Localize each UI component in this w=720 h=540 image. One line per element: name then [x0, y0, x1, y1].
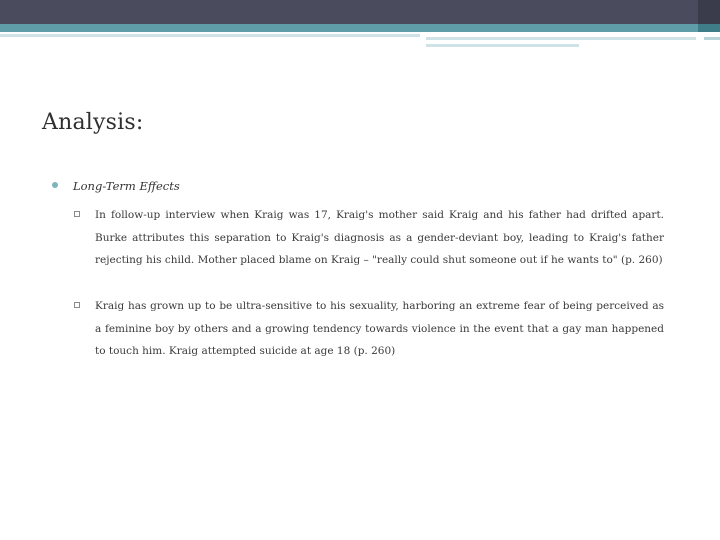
- sub-bullet-text: In follow-up interview when Kraig was 17, Kraig's mother said Kraig and his father had drifted apart. Burke attributes this separation to Kraig's diagnosis as a gender-deviant boy, leading to Kraig's father rejecting his child. Mother placed blame on Kraig – "really could shut someone out if he wants to" (p. 260): [95, 209, 664, 266]
- bullet-dot-icon: [52, 182, 58, 188]
- bullet-item: [52, 179, 180, 193]
- bullet-text: Long-Term Effects: [73, 179, 180, 193]
- header-dark-bar: [0, 0, 720, 24]
- slide-title: Analysis:: [42, 110, 144, 135]
- header-teal-bar: [0, 24, 720, 32]
- header-teal-bar-corner: [698, 24, 720, 32]
- header-dark-bar-corner: [698, 0, 720, 24]
- sub-bullet-item: [74, 204, 664, 272]
- header-accent-line: [704, 37, 720, 40]
- sub-bullet-text: Kraig has grown up to be ultra-sensitive to his sexuality, harboring an extreme fear of being perceived as a feminine boy by others and a growing tendency towards violence in the event that a gay man happened to touch him. Kraig attempted suicide at age 18 (p. 260): [95, 300, 664, 357]
- header-accent-line: [426, 44, 579, 47]
- square-bullet-icon: [74, 211, 80, 217]
- header-accent-line: [426, 37, 696, 40]
- header-accent-line: [0, 34, 420, 37]
- square-bullet-icon: [74, 302, 80, 308]
- sub-bullet-item: [74, 295, 664, 363]
